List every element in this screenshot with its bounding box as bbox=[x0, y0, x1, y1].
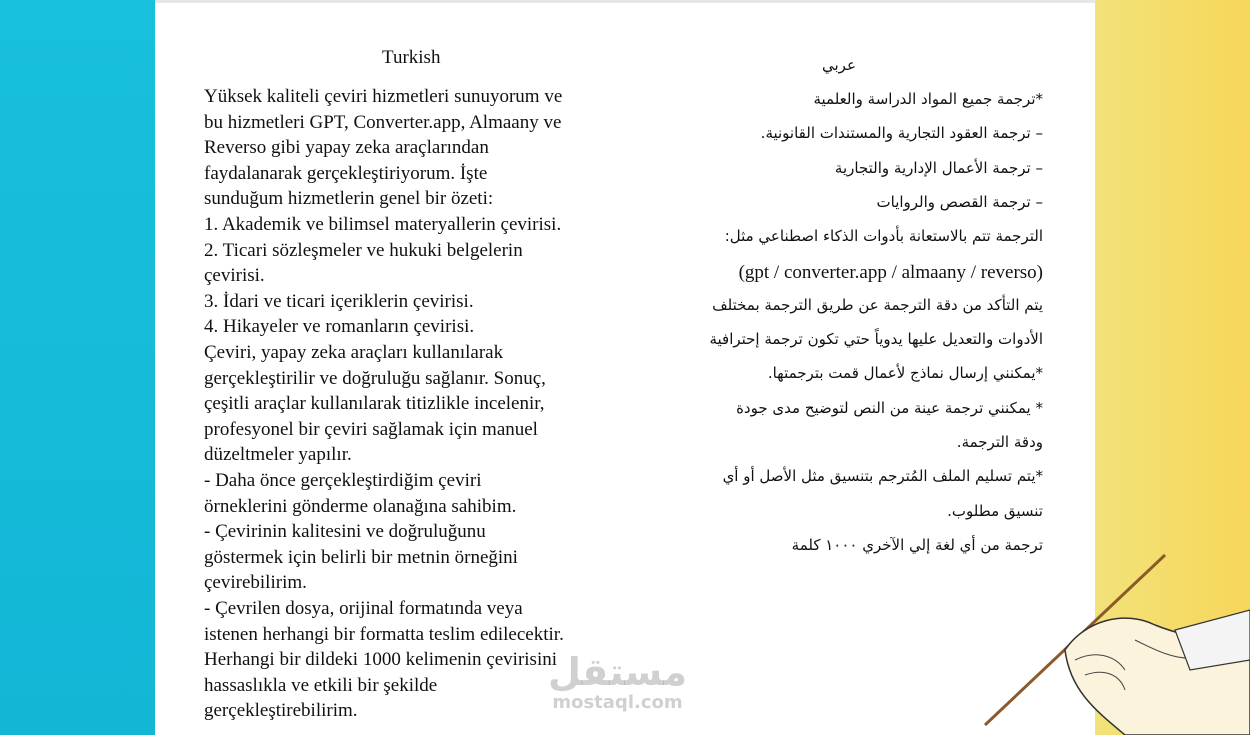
left-cyan-band bbox=[0, 0, 155, 735]
turkish-line: hassaslıkla ve etkili bir şekilde bbox=[204, 674, 438, 696]
turkish-line: - Çevrilen dosya, orijinal formatında veya bbox=[204, 598, 523, 619]
turkish-line: bu hizmetleri GPT, Converter.app, Almaany ve bbox=[204, 111, 562, 133]
turkish-line: Herhangi bir dildeki 1000 kelimenin çevirisini bbox=[204, 649, 558, 671]
turkish-line: gerçekleştirilir ve doğruluğu sağlanır. Sonuç, bbox=[204, 367, 546, 389]
turkish-line: Çeviri, yapay zeka araçları kullanılarak bbox=[204, 342, 504, 363]
arabic-line: تنسيق مطلوب. bbox=[947, 501, 1043, 520]
turkish-line: çevirisi. bbox=[204, 265, 265, 287]
arabic-line: – ترجمة العقود التجارية والمستندات القانونية. bbox=[760, 124, 1043, 143]
turkish-line: - Çevirinin kalitesini ve doğruluğunu bbox=[204, 521, 486, 543]
turkish-line: profesyonel bir çeviri sağlamak için manuel bbox=[204, 418, 538, 440]
arabic-line: الأدوات والتعديل عليها يدوياً حتي تكون ترجمة إحترافية bbox=[709, 330, 1043, 349]
arabic-heading: عربي bbox=[822, 56, 856, 74]
arabic-line: ترجمة من أي لغة إلي الآخري ١٠٠٠ كلمة bbox=[791, 535, 1043, 554]
page-top-divider bbox=[155, 0, 1095, 3]
watermark-arabic: مستقل bbox=[548, 650, 687, 694]
turkish-line: örneklerini gönderme olanağına sahibim. bbox=[204, 495, 517, 517]
turkish-line: Reverso gibi yapay zeka araçlarından bbox=[204, 137, 489, 159]
arabic-line: *يتم تسليم الملف المُترجم بتنسيق مثل الأصل أو أي bbox=[722, 467, 1043, 486]
turkish-line: çevirebilirim. bbox=[204, 572, 307, 594]
arabic-line: – ترجمة القصص والروايات bbox=[876, 192, 1043, 211]
hand-with-pen-illustration bbox=[975, 550, 1250, 735]
turkish-line: Yüksek kaliteli çeviri hizmetleri sunuyorum ve bbox=[204, 86, 563, 107]
turkish-line: düzeltmeler yapılır. bbox=[204, 444, 352, 466]
arabic-line: الترجمة تتم بالاستعانة بأدوات الذكاء اصطناعي مثل: bbox=[724, 227, 1043, 246]
turkish-line: göstermek için belirli bir metnin örneğini bbox=[204, 546, 518, 568]
arabic-line: (gpt / converter.app / almaany / reverso) bbox=[738, 261, 1043, 283]
watermark-latin: mostaql.com bbox=[552, 692, 683, 713]
mostaql-watermark bbox=[548, 652, 687, 713]
turkish-line: 4. Hikayeler ve romanların çevirisi. bbox=[204, 316, 475, 338]
turkish-line: sunduğum hizmetlerin genel bir özeti: bbox=[204, 188, 494, 210]
turkish-line: istenen herhangi bir formatta teslim edilecektir. bbox=[204, 623, 564, 645]
turkish-line: çeşitli araçlar kullanılarak titizlikle incelenir, bbox=[204, 393, 545, 415]
turkish-line: faydalanarak gerçekleştiriyorum. İşte bbox=[204, 162, 488, 184]
turkish-line: 2. Ticari sözleşmeler ve hukuki belgelerin bbox=[204, 239, 523, 261]
turkish-line: - Daha önce gerçekleştirdiğim çeviri bbox=[204, 470, 482, 491]
turkish-line: 1. Akademik ve bilimsel materyallerin çevirisi. bbox=[204, 214, 562, 235]
arabic-line: *يمكنني إرسال نماذج لأعمال قمت بترجمتها. bbox=[767, 364, 1043, 383]
turkish-line: gerçekleştirebilirim. bbox=[204, 700, 358, 722]
arabic-line: * يمكنني ترجمة عينة من النص لتوضيح مدى جودة bbox=[736, 398, 1043, 417]
arabic-line: ودقة الترجمة. bbox=[956, 433, 1043, 451]
arabic-line: – ترجمة الأعمال الإدارية والتجارية bbox=[834, 158, 1043, 177]
turkish-heading: Turkish bbox=[382, 47, 441, 68]
arabic-line: يتم التأكد من دقة الترجمة عن طريق الترجمة بمختلف bbox=[712, 295, 1043, 314]
turkish-line: 3. İdari ve ticari içeriklerin çevirisi. bbox=[204, 290, 474, 312]
arabic-line: *ترجمة جميع المواد الدراسة والعلمية bbox=[813, 90, 1043, 108]
